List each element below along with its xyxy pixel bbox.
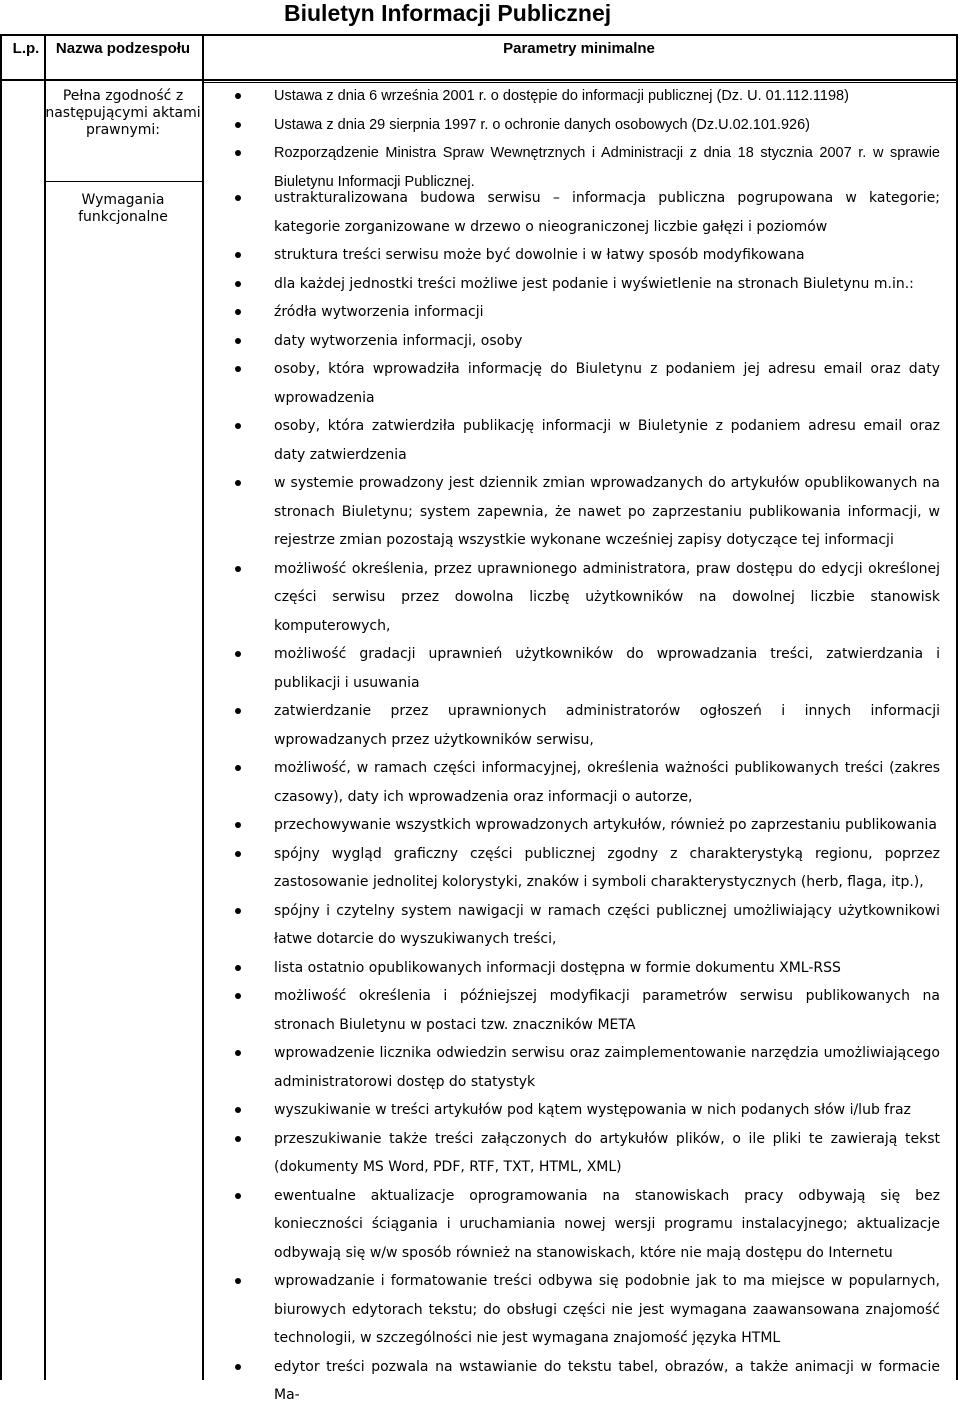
list-item: ewentualne aktualizacje oprogramowania na stanowiskach pracy odbywają się bez konieczności ściągania i uruchamiania nowej wersji programu instalacyjnego; aktualizacje odbywają się w/w sposób również na stanowiskach, które nie mają dostępu do Internetu (210, 1182, 940, 1268)
list-item: wprowadzanie i formatowanie treści odbywa się podobnie jak to ma miejsce w popularnych, biurowych edytorach tekstu; do obsługi części nie jest wymagana zaawansowana znajomość technologii, w szczególności nie jest wymagana znajomość języka HTML (210, 1267, 940, 1353)
table-row-divider (44, 181, 202, 182)
list-item: Ustawa z dnia 6 września 2001 r. o dostępie do informacji publicznej (Dz. U. 01.112.1198) (210, 82, 940, 111)
table-border-top (0, 34, 958, 36)
row-label-legal: Pełna zgodność z następującymi aktami prawnymi: (45, 88, 201, 138)
list-item: struktura treści serwisu może być dowolnie i w łatwy sposób modyfikowana (210, 241, 940, 270)
list-item: przeszukiwanie także treści załączonych do artykułów plików, o ile pliki te zawierają tekst (dokumenty MS Word, PDF, RTF, TXT, HTML, XML) (210, 1125, 940, 1182)
list-item: Ustawa z dnia 29 sierpnia 1997 r. o ochronie danych osobowych (Dz.U.02.101.926) (210, 111, 940, 140)
list-item: edytor treści pozwala na wstawianie do tekstu tabel, obrazów, a także animacji w formacie Ma- (210, 1353, 940, 1410)
requirements-table (0, 34, 960, 1403)
list-item: możliwość gradacji uprawnień użytkowników do wprowadzania treści, zatwierdzania i publikacji i usuwania (210, 640, 940, 697)
list-item: spójny i czytelny system nawigacji w ramach części publicznej umożliwiający użytkownikowi łatwe dotarcie do wyszukiwanych treści, (210, 897, 940, 954)
header-component-name: Nazwa podzespołu (55, 40, 191, 57)
table-border-right (956, 34, 958, 1380)
legal-acts-list (210, 82, 940, 196)
list-item: przechowywanie wszystkich wprowadzonych artykułów, również po zaprzestaniu publikowania (210, 811, 940, 840)
list-item: dla każdej jednostki treści możliwe jest podanie i wyświetlenie na stronach Biuletynu m.in.: (210, 270, 940, 299)
document-title: Biuletyn Informacji Publicznej (284, 0, 612, 26)
row-label-functional: Wymagania funkcjonalne (78, 192, 168, 225)
list-item: spójny wygląd graficzny części publicznej zgodny z charakterystyką regionu, poprzez zastosowanie jednolitej kolorystyki, znaków i symboli charakterystycznych (herb, flaga, itp.), (210, 840, 940, 897)
list-item: lista ostatnio opublikowanych informacji dostępna w formie dokumentu XML-RSS (210, 954, 940, 983)
list-item: Rozporządzenie Ministra Spraw Wewnętrznych i Administracji z dnia 18 stycznia 2007 r. w sprawie Biuletynu Informacji Publicznej. (210, 139, 940, 196)
list-item: wprowadzenie licznika odwiedzin serwisu oraz zaimplementowanie narzędzia umożliwiającego administratorowi dostęp do statystyk (210, 1039, 940, 1096)
list-item: daty wytworzenia informacji, osoby (210, 327, 940, 356)
list-item: osoby, która wprowadziła informację do Biuletynu z podaniem jej adresu email oraz daty wprowadzenia (210, 355, 940, 412)
list-item: możliwość, w ramach części informacyjnej, określenia ważności publikowanych treści (zakres czasowy), daty ich wprowadzenia oraz informacji o autorze, (210, 754, 940, 811)
functional-requirements-list (210, 184, 940, 1410)
table-divider-name (202, 34, 204, 1380)
header-lp: L.p. (12, 40, 40, 57)
list-item: wyszukiwanie w treści artykułów pod kątem występowania w nich podanych słów i/lub fraz (210, 1096, 940, 1125)
list-item: źródła wytworzenia informacji (210, 298, 940, 327)
table-divider-lp (44, 34, 46, 1380)
table-header-divider (0, 79, 958, 81)
list-item: w systemie prowadzony jest dziennik zmian wprowadzanych do artykułów opublikowanych na stronach Biuletynu; system zapewnia, że nawet po zaprzestaniu publikowania informacji, w rejestrze zmian pozostają wszystkie wykonane wcześniej zapisy dotyczące tej informacji (210, 469, 940, 555)
list-item: zatwierdzanie przez uprawnionych administratorów ogłoszeń i innych informacji wprowadzanych przez użytkowników serwisu, (210, 697, 940, 754)
list-item: możliwość określenia i późniejszej modyfikacji parametrów serwisu publikowanych na stronach Biuletynu w postaci tzw. znaczników META (210, 982, 940, 1039)
list-item: możliwość określenia, przez uprawnionego administratora, praw dostępu do edycji określonej części serwisu przez dowolna liczbę użytkowników na dowolnej liczbie stanowisk komputerowych, (210, 555, 940, 641)
list-item: osoby, która zatwierdziła publikację informacji w Biuletynie z podaniem adresu email oraz daty zatwierdzenia (210, 412, 940, 469)
list-item: ustrakturalizowana budowa serwisu – informacja publiczna pogrupowana w kategorie; kategorie zorganizowane w drzewo o nieograniczonej liczbie gałęzi i poziomów (210, 184, 940, 241)
table-border-left (0, 34, 2, 1380)
header-min-params: Parametry minimalne (503, 40, 655, 57)
